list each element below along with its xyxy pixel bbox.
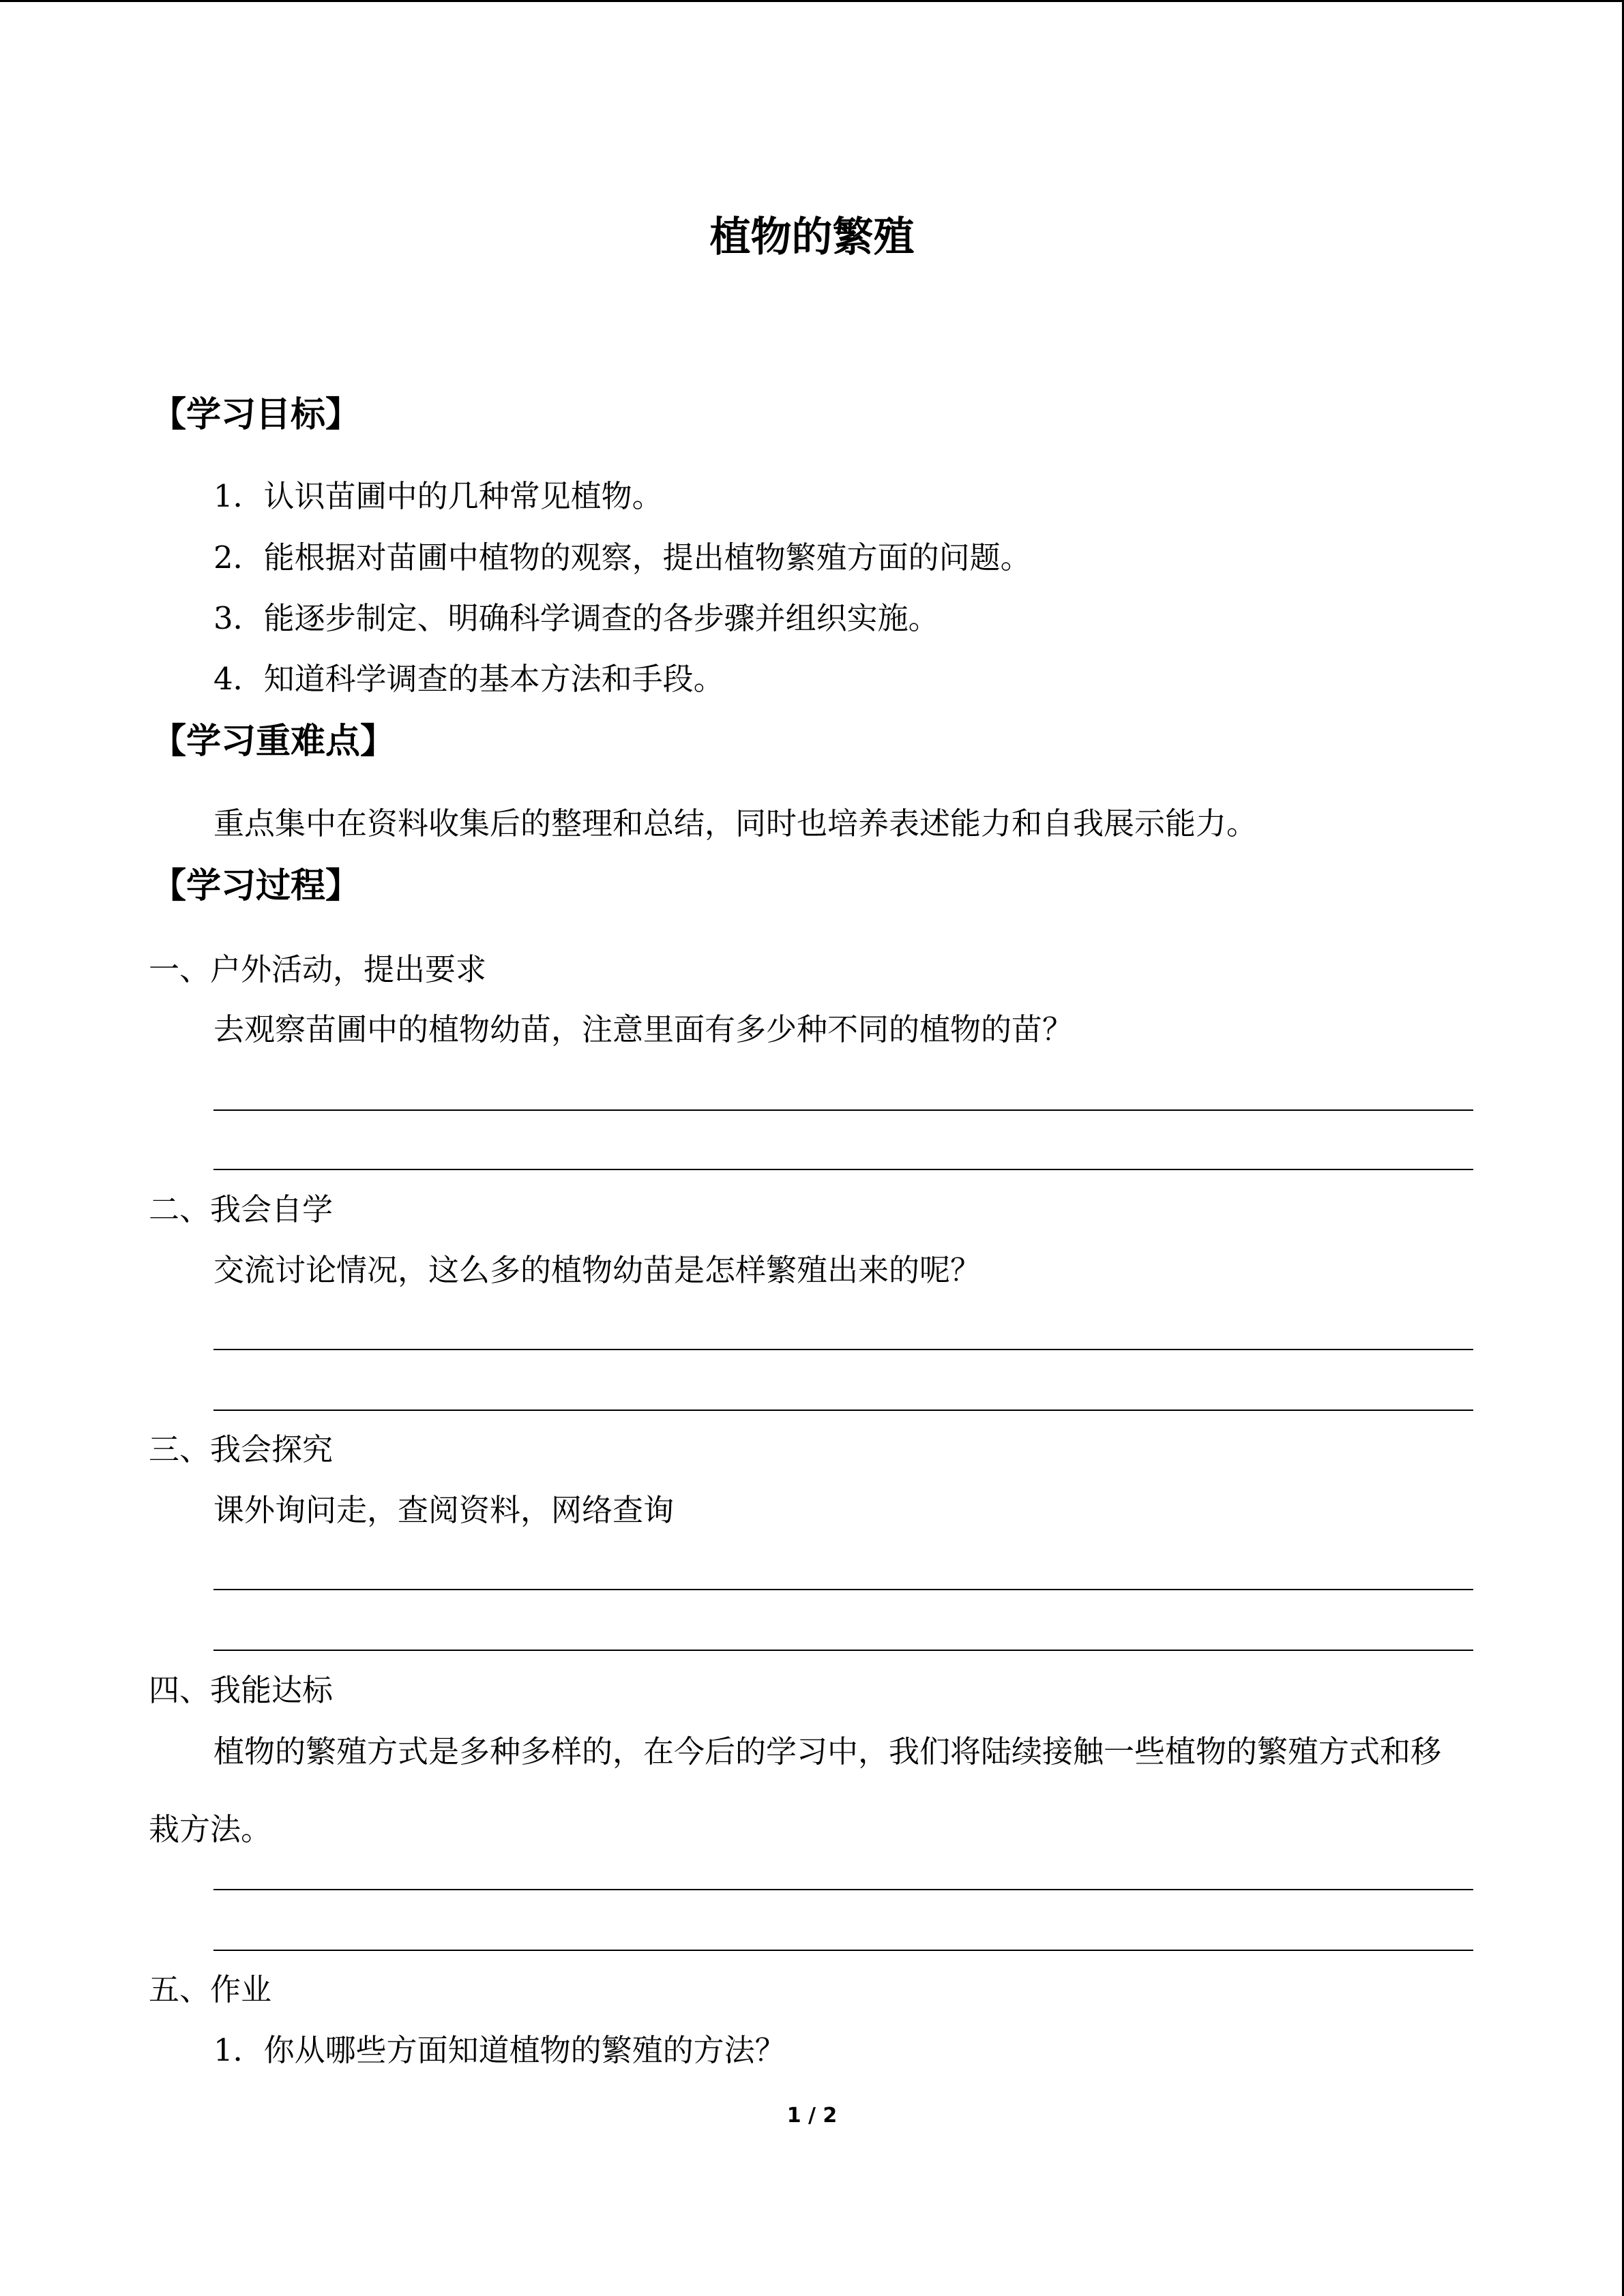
objective-item: 1．认识苗圃中的几种常见植物。 xyxy=(213,478,663,514)
process-part-text: 交流讨论情况，这么多的植物幼苗是怎样繁殖出来的呢？ xyxy=(213,1252,981,1288)
answer-line xyxy=(213,1650,1473,1651)
answer-line xyxy=(213,1109,1473,1111)
process-part-title: 一、户外活动，提出要求 xyxy=(149,951,487,987)
process-part-title: 三、我会探究 xyxy=(149,1431,334,1467)
process-part-text: 去观察苗圃中的植物幼苗，注意里面有多少种不同的植物的苗？ xyxy=(213,1011,1074,1047)
process-part-text: 课外询问走，查阅资料，网络查询 xyxy=(213,1492,675,1528)
key-points-heading: 【学习重难点】 xyxy=(151,721,396,762)
objectives-heading: 【学习目标】 xyxy=(151,395,361,435)
objective-item: 2．能根据对苗圃中植物的观察，提出植物繁殖方面的问题。 xyxy=(213,539,1031,576)
process-part-text: 植物的繁殖方式是多种多样的，在今后的学习中，我们将陆续接触一些植物的繁殖方式和移栽方法。 xyxy=(149,1733,1442,1847)
answer-line xyxy=(213,1889,1473,1890)
answer-line xyxy=(213,1349,1473,1350)
process-part-title: 二、我会自学 xyxy=(149,1191,334,1227)
process-part-title: 五、作业 xyxy=(149,1971,272,2008)
page-number: 1 / 2 xyxy=(786,2104,838,2128)
objective-item: 4．知道科学调查的基本方法和手段。 xyxy=(213,661,724,697)
objective-item: 3．能逐步制定、明确科学调查的各步骤并组织实施。 xyxy=(213,600,939,636)
process-part-title: 四、我能达标 xyxy=(149,1672,334,1708)
answer-line xyxy=(213,1589,1473,1590)
answer-line xyxy=(213,1950,1473,1951)
document-title: 植物的繁殖 xyxy=(709,213,915,261)
answer-line xyxy=(213,1169,1473,1170)
process-heading: 【学习过程】 xyxy=(151,866,361,906)
homework-item: 1．你从哪些方面知道植物的繁殖的方法？ xyxy=(213,2032,786,2068)
key-points-text: 重点集中在资料收集后的整理和总结，同时也培养表述能力和自我展示能力。 xyxy=(213,805,1258,841)
answer-line xyxy=(213,1410,1473,1411)
